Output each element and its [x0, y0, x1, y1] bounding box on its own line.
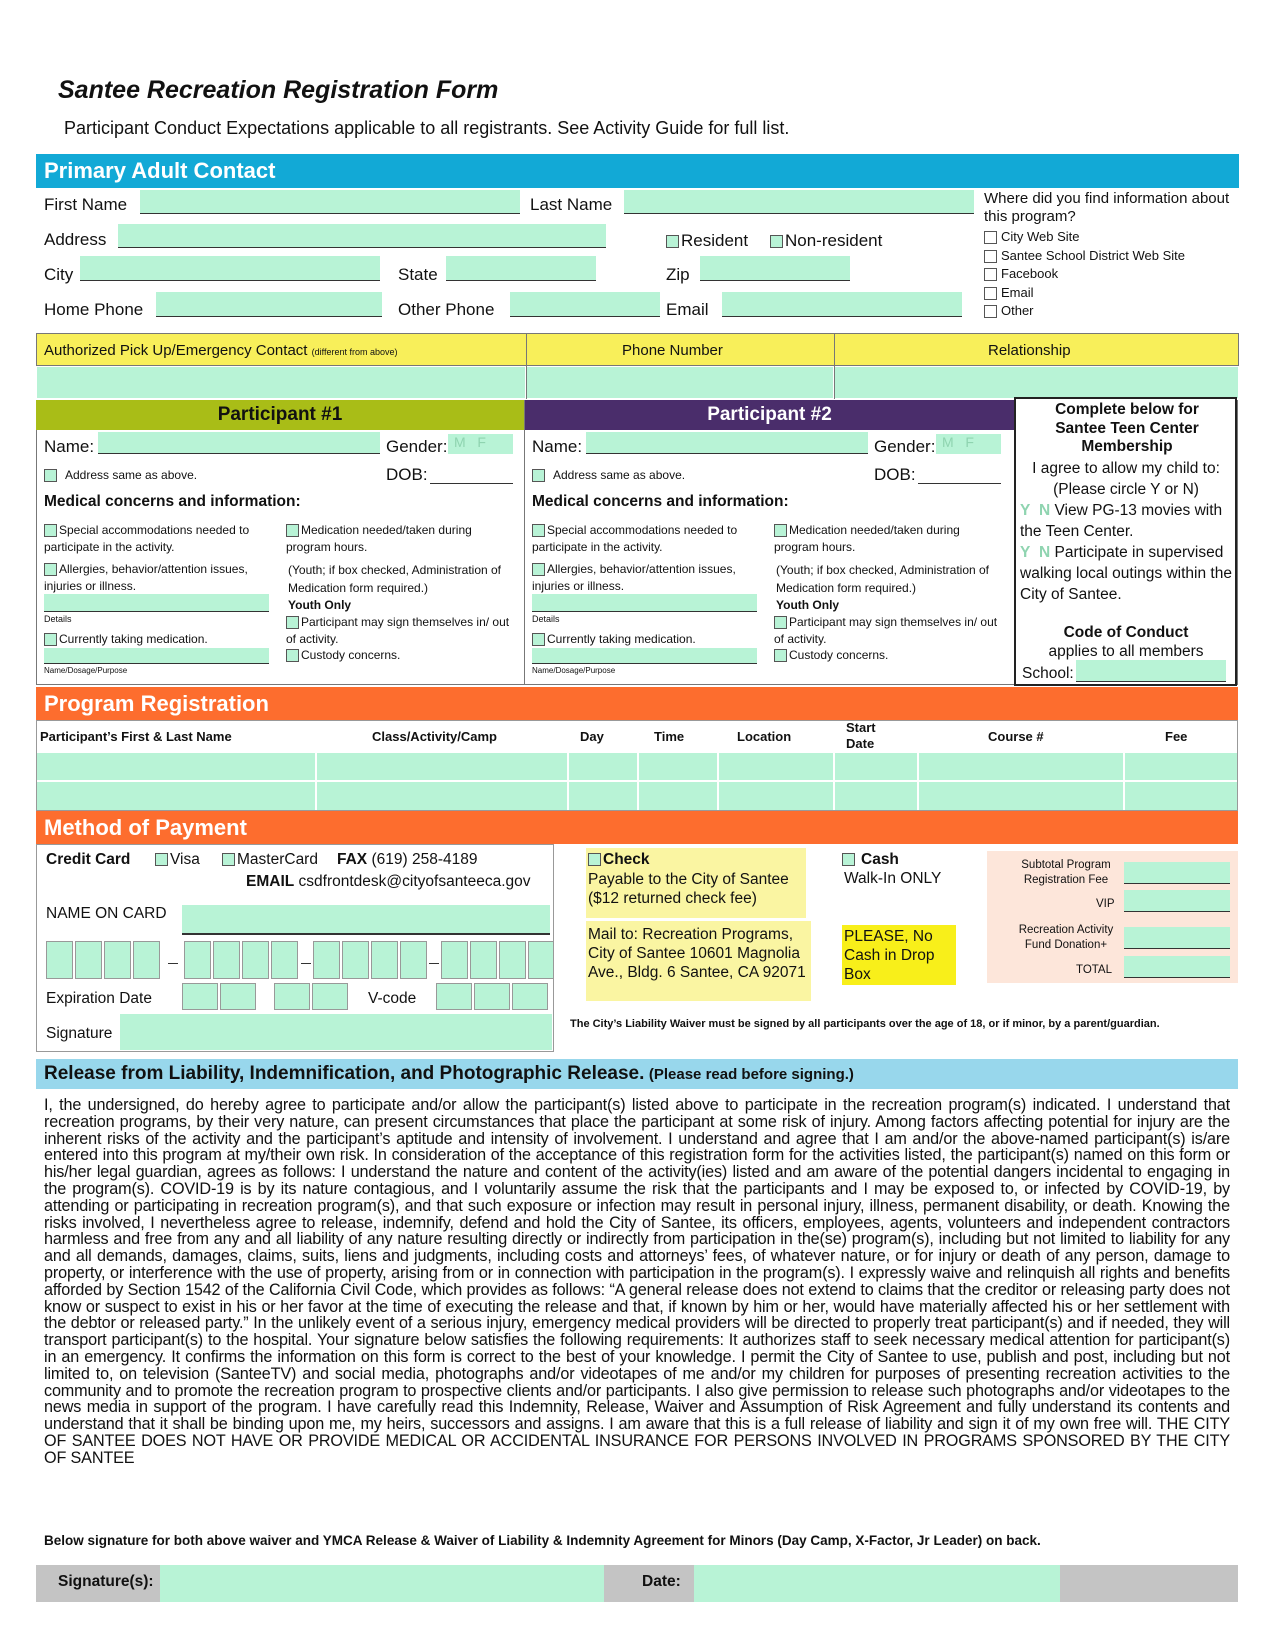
col-fee: Fee	[1165, 729, 1188, 744]
p1-currently-checkbox[interactable]	[44, 633, 57, 646]
release-title: Release from Liability, Indemnification, and Photographic Release.	[44, 1063, 645, 1084]
emergency-contact-field[interactable]	[37, 367, 525, 398]
email-field[interactable]	[722, 292, 962, 317]
p2-sign-out-checkbox[interactable]	[774, 616, 787, 629]
card-digit[interactable]	[528, 941, 554, 979]
exp-digit[interactable]	[220, 983, 256, 1010]
row2-fee[interactable]	[1125, 782, 1237, 810]
p1-allergies[interactable]: Allergies, behavior/attention issues, injuries or illness.	[44, 562, 248, 593]
card-digit[interactable]	[75, 941, 102, 979]
resident-label: Resident	[681, 231, 749, 250]
row1-name[interactable]	[37, 753, 315, 780]
row2-start-date[interactable]	[835, 782, 917, 810]
state-label: State	[398, 265, 438, 284]
signatures-label: Signature(s):	[58, 1573, 154, 1590]
release-title-note: (Please read before signing.)	[648, 1066, 854, 1083]
program-registration-bar: Program Registration	[36, 687, 1238, 720]
last-name-field[interactable]	[624, 190, 974, 214]
first-name-field[interactable]	[140, 190, 520, 214]
row1-fee[interactable]	[1125, 753, 1237, 780]
p1-special-checkbox[interactable]	[44, 524, 57, 537]
credit-card-label: Credit Card	[46, 851, 131, 868]
exp-digit[interactable]	[274, 983, 310, 1010]
card-digit[interactable]	[313, 941, 340, 979]
home-phone-field[interactable]	[156, 292, 382, 317]
p1-details-label: Details	[44, 614, 72, 624]
p1-address-same[interactable]: Address same as above.	[44, 468, 197, 482]
donation-label: Recreation Activity Fund Donation+	[1018, 924, 1114, 951]
address-field[interactable]	[118, 224, 606, 248]
col-participant-name: Participant’s First & Last Name	[40, 729, 232, 744]
col-start-date: Start Date	[846, 720, 876, 751]
row2-class[interactable]	[317, 782, 567, 810]
teen-school-label: School:	[1022, 665, 1074, 682]
card-digit[interactable]	[400, 941, 427, 979]
emergency-contact-label: Authorized Pick Up/Emergency Contact (different from above)	[44, 342, 398, 359]
vcode-digit[interactable]	[474, 983, 510, 1010]
p2-name-field[interactable]	[586, 432, 868, 454]
home-phone-label: Home Phone	[44, 300, 144, 319]
card-digit[interactable]	[46, 941, 73, 979]
program-row	[37, 753, 1237, 780]
city-field[interactable]	[80, 256, 380, 281]
cash-option[interactable]: Cash	[842, 851, 899, 869]
total-field[interactable]	[1124, 956, 1230, 978]
participant1-header: Participant #1	[36, 400, 524, 430]
signatures-field[interactable]	[160, 1565, 604, 1602]
p1-name-field[interactable]	[98, 432, 380, 454]
p2-allergies[interactable]: Allergies, behavior/attention issues, injuries or illness.	[532, 562, 736, 593]
name-on-card-label: NAME ON CARD	[46, 905, 167, 922]
check-payable: Payable to the City of Santee ($12 returned check fee)	[588, 871, 789, 907]
card-digit[interactable]	[371, 941, 398, 979]
p2-custody-checkbox[interactable]	[774, 649, 787, 662]
mastercard-option[interactable]: MasterCard	[222, 851, 318, 869]
info-options	[984, 228, 1185, 321]
info-option-other[interactable]: Other	[984, 302, 1185, 321]
vcode-digit[interactable]	[436, 983, 472, 1010]
card-digit[interactable]	[104, 941, 131, 979]
p1-special-accommodations[interactable]: Special accommodations needed to participate in the activity.	[44, 523, 250, 554]
email-label: Email	[666, 300, 709, 319]
info-question: Where did you find information about this program?	[984, 190, 1230, 225]
payment-bar: Method of Payment	[36, 811, 1238, 844]
p2-gender-label: Gender:	[874, 437, 936, 456]
p2-address-same[interactable]: Address same as above.	[532, 468, 685, 482]
fax-info: FAX (619) 258-4189	[337, 851, 478, 868]
p1-gender-f[interactable]: F	[477, 434, 486, 450]
col-time: Time	[654, 729, 685, 744]
resident-checkbox[interactable]	[666, 235, 679, 248]
emergency-phone-label: Phone Number	[622, 342, 723, 359]
p1-details-field[interactable]	[44, 594, 269, 612]
waiver-note: The City’s Liability Waiver must be signed by all participants over the age of 18, or if minor, by a parent/guardian.	[570, 1018, 1160, 1030]
p2-youth-note: (Youth; if box checked, Administration of Medication form required.)	[776, 563, 990, 595]
mail-to: Mail to: Recreation Programs, City of Santee 10601 Magnolia Ave., Bldg. 6 Santee, CA 92071	[588, 926, 806, 981]
p1-sign-out-checkbox[interactable]	[286, 616, 299, 629]
emergency-relationship-label: Relationship	[988, 342, 1071, 359]
p1-youth-note: (Youth; if box checked, Administration of Medication form required.)	[288, 563, 502, 595]
name-on-card-field[interactable]	[182, 905, 550, 935]
info-option-city-web[interactable]: City Web Site	[984, 228, 1185, 247]
participant2-header: Participant #2	[525, 400, 1014, 430]
teen-outings: Y N Participate in supervised walking local outings within the City of Santee.	[1020, 544, 1232, 603]
card-digit[interactable]	[184, 941, 211, 979]
vip-label: VIP	[1096, 898, 1115, 910]
visa-checkbox[interactable]	[155, 853, 168, 866]
resident-option[interactable]	[666, 231, 748, 251]
card-digit[interactable]	[342, 941, 369, 979]
p2-youth-only: Youth Only	[776, 598, 840, 612]
p2-gender-field[interactable]	[936, 434, 1001, 454]
row2-day[interactable]	[569, 782, 637, 810]
other-phone-field[interactable]	[510, 292, 660, 317]
p2-medical-heading: Medical concerns and information:	[532, 493, 789, 510]
teen-agree: I agree to allow my child to: (Please circle Y or N)	[1032, 460, 1220, 498]
dash-separator	[301, 963, 311, 964]
p2-dob-field[interactable]	[918, 464, 1001, 484]
p1-gender-field[interactable]	[448, 434, 513, 454]
check-checkbox[interactable]	[588, 853, 601, 866]
p2-sign-out[interactable]: Participant may sign themselves in/ out of activity.	[774, 615, 998, 646]
exp-digit[interactable]	[182, 983, 218, 1010]
row1-day[interactable]	[569, 753, 637, 780]
teen-center-heading: Complete below for Santee Teen Center Membership	[1055, 401, 1199, 455]
row1-start-date[interactable]	[835, 753, 917, 780]
p2-special-checkbox[interactable]	[532, 524, 545, 537]
participant-divider	[524, 400, 525, 685]
p2-dob-label: DOB:	[874, 465, 916, 484]
first-name-label: First Name	[44, 195, 128, 214]
card-digit[interactable]	[499, 941, 526, 979]
page-subtitle: Participant Conduct Expectations applicable to all registrants. See Activity Guide for full list.	[64, 118, 790, 138]
p1-address-same-checkbox[interactable]	[44, 469, 57, 482]
other-phone-label: Other Phone	[398, 300, 495, 319]
city-label: City	[44, 265, 74, 284]
p1-dosage-label: Name/Dosage/Purpose	[44, 666, 128, 675]
zip-label: Zip	[666, 265, 690, 284]
p1-gender-m[interactable]: M	[454, 434, 466, 450]
address-label: Address	[44, 230, 107, 249]
date-field[interactable]	[694, 1565, 1060, 1602]
p1-medication-checkbox[interactable]	[286, 524, 299, 537]
card-digit[interactable]	[213, 941, 240, 979]
zip-field[interactable]	[700, 256, 850, 281]
vcode-digit[interactable]	[512, 983, 548, 1010]
row1-location[interactable]	[719, 753, 833, 780]
p2-medication-checkbox[interactable]	[774, 524, 787, 537]
teen-code: Code of Conduct	[1063, 624, 1189, 641]
col-day: Day	[580, 729, 604, 744]
p2-currently-checkbox[interactable]	[532, 633, 545, 646]
card-digit[interactable]	[133, 941, 160, 979]
visa-option[interactable]: Visa	[155, 851, 200, 869]
cash-checkbox[interactable]	[842, 853, 855, 866]
vcode-label: V-code	[368, 990, 417, 1007]
row2-location[interactable]	[719, 782, 833, 810]
p1-dob-field[interactable]	[430, 464, 513, 484]
info-option-email[interactable]: Email	[984, 284, 1185, 303]
expiration-label: Expiration Date	[46, 990, 152, 1007]
p1-youth-only: Youth Only	[288, 598, 352, 612]
subtotal-label: Subtotal Program Registration Fee	[1021, 859, 1111, 886]
p1-name-label: Name:	[44, 437, 95, 456]
dash-separator	[168, 963, 178, 964]
last-name-label: Last Name	[530, 195, 613, 214]
release-body: I, the undersigned, do hereby agree to participate and/or allow the participant(s) listed above to participate in the recreation program(s) indicated. I understand that recreation programs, by their very nature, can present circumstances that place the participant at some risk of injury. Among factors affecting potential for injury are the inherent risks of the activity and the participant’s aptitude and intensity of involvement. I understand and agree that I am and/or the above-named participant(s) is/are entered into this program at my/their own risk. In consideration of the acceptance of this registration form for the activities listed, the participant(s) named on this form or his/her legal guardian, agrees as follows: I understand the nature and content of the activity(ies) listed and am aware of the potential dangers incidental to engaging in the program(s). COVID-19 is by its nature contagious, and I voluntarily assume the risk that the participants and I may be exposed to, or infected by COVID-19, by attending or participating in recreation program(s), and that such exposure or infection may result in personal injury, illness, permanent disability, or death. Knowing the risks involved, I nevertheless agree to release, indemnify, defend and hold the City of Santee, its officers, employees, agents, volunteers and independent contractors harmless and free from any and all liability of any nature resulting directly or indirectly from participation in the(se) program(s), including but not limited to liability for any and all demands, damages, claims, suits, liens and judgments, including costs and attorneys’ fees, of whatever nature, or for injury or death of any person, damage to property, or interference with the use of property, arising from or in connection with participation in the program(s). I expressly waive and relinquish all rights and benefits afforded by Section 1542 of the California Civil Code, which provides as follows: “A general release does not extend to claims that the creditor or releasing party does not know or suspect to exist in his or her favor at the time of executing the release and that, if known by him or her, would have materially affected his or her settlement with the debtor or released party.” In the unlikely event of a serious injury, emergency medical providers will be directed to properly treat participant(s) and if needed, they will transport participant(s) to the hospital. Your signature below satisfies the following requirements: It authorizes staff to seek necessary medical attention for participant(s) in an emergency. It confirms the information on this form is correct to the best of your knowledge. I permit the City of Santee to use, publish and post, including but not limited to, on television (SanteeTV) and social media, photographs and/or videotapes of me and/or my children for purposes of presenting recreation activities to the community and to promote the recreation program to prospective clients and/or participants. I also give permission to release such photographs and/or videotapes to the news media in support of the program. I have carefully read this Indemnity, Release, Waiver and Assumption of Risk Agreement and fully understand its contents and understand that it shall be binding upon me, my heirs, successors and assigns. I am aware that this is a full release of liability and sign it of my own free will. THE CITY OF SANTEE DOES NOT HAVE OR PROVIDE MEDICAL OR ACCIDENTAL INSURANCE FOR PERSONS INVOLVED IN PROGRAMS SPONSORED BY THE CITY OF SANTEE	[44, 1096, 1230, 1467]
row2-name[interactable]	[37, 782, 315, 810]
p1-sign-out[interactable]: Participant may sign themselves in/ out of activity.	[286, 615, 510, 646]
info-option-school-web[interactable]: Santee School District Web Site	[984, 247, 1185, 266]
dash-separator	[429, 963, 439, 964]
p2-medication-needed[interactable]: Medication needed/taken during program hours.	[774, 523, 960, 554]
state-field[interactable]	[446, 256, 596, 281]
card-digit[interactable]	[441, 941, 468, 979]
checkbox-icon[interactable]	[984, 268, 997, 281]
p1-dosage-field[interactable]	[44, 648, 269, 664]
checkbox-icon[interactable]	[984, 287, 997, 300]
p1-currently-taking[interactable]: Currently taking medication.	[44, 632, 208, 646]
checkbox-icon[interactable]	[984, 305, 997, 318]
teen-outings-y[interactable]: Y	[1020, 544, 1031, 561]
p1-dob-label: DOB:	[386, 465, 428, 484]
program-row	[37, 782, 1237, 810]
teen-pg13: Y N View PG-13 movies with the Teen Center.	[1020, 502, 1223, 540]
col-course: Course #	[988, 729, 1044, 744]
p2-address-same-checkbox[interactable]	[532, 469, 545, 482]
mastercard-checkbox[interactable]	[222, 853, 235, 866]
row2-time[interactable]	[639, 782, 717, 810]
p1-custody-checkbox[interactable]	[286, 649, 299, 662]
p2-dosage-field[interactable]	[532, 648, 757, 664]
non-resident-option[interactable]	[770, 231, 882, 251]
checkbox-icon[interactable]	[984, 250, 997, 263]
row1-class[interactable]	[317, 753, 567, 780]
card-number-field[interactable]	[46, 941, 554, 979]
checkbox-icon[interactable]	[984, 231, 997, 244]
p2-details-field[interactable]	[532, 594, 757, 612]
p1-medical-heading: Medical concerns and information:	[44, 493, 301, 510]
row1-time[interactable]	[639, 753, 717, 780]
p2-gender-m[interactable]: M	[942, 434, 954, 450]
date-label: Date:	[642, 1573, 681, 1590]
emergency-relationship-field[interactable]	[835, 367, 1238, 398]
row1-course[interactable]	[919, 753, 1123, 780]
teen-pg13-n[interactable]: N	[1038, 502, 1051, 519]
expiration-field[interactable]	[182, 983, 342, 1011]
card-signature-field[interactable]	[120, 1014, 552, 1050]
vcode-field[interactable]	[436, 983, 554, 1011]
card-digit[interactable]	[271, 941, 298, 979]
primary-contact-bar: Primary Adult Contact	[36, 154, 1239, 188]
p1-gender-label: Gender:	[386, 437, 448, 456]
teen-outings-n[interactable]: N	[1038, 544, 1051, 561]
p1-allergies-checkbox[interactable]	[44, 563, 57, 576]
check-option[interactable]: Check	[588, 851, 650, 869]
p1-custody[interactable]: Custody concerns.	[286, 648, 400, 662]
teen-pg13-y[interactable]: Y	[1020, 502, 1031, 519]
total-label: TOTAL	[1076, 964, 1112, 976]
p2-name-label: Name:	[532, 437, 583, 456]
p2-special-accommodations[interactable]: Special accommodations needed to participate in the activity.	[532, 523, 738, 554]
release-bar	[36, 1059, 1238, 1089]
non-resident-checkbox[interactable]	[770, 235, 783, 248]
p2-gender-f[interactable]: F	[965, 434, 974, 450]
teen-applies: applies to all members	[1048, 643, 1204, 660]
teen-school-field[interactable]	[1076, 660, 1226, 682]
card-signature-label: Signature	[46, 1025, 113, 1042]
info-option-facebook[interactable]: Facebook	[984, 265, 1185, 284]
card-digit[interactable]	[470, 941, 497, 979]
below-signature-note: Below signature for both above waiver and YMCA Release & Waiver of Liability & Indemnity Agreement for Minors (Day Camp, X-Factor, Jr Leader) on back.	[44, 1533, 1041, 1548]
emergency-phone-field[interactable]	[527, 367, 833, 398]
vip-field[interactable]	[1124, 890, 1230, 912]
col-class: Class/Activity/Camp	[372, 729, 497, 744]
p2-currently-taking[interactable]: Currently taking medication.	[532, 632, 696, 646]
card-digit[interactable]	[242, 941, 269, 979]
non-resident-label: Non-resident	[785, 231, 883, 250]
p1-medication-needed[interactable]: Medication needed/taken during program hours.	[286, 523, 472, 554]
col-location: Location	[737, 729, 792, 744]
p2-details-label: Details	[532, 614, 560, 624]
subtotal-field[interactable]	[1124, 862, 1230, 884]
page-title: Santee Recreation Registration Form	[58, 76, 499, 104]
p2-dosage-label: Name/Dosage/Purpose	[532, 666, 616, 675]
no-cash-box: PLEASE, No Cash in Drop Box	[842, 925, 956, 985]
p2-custody[interactable]: Custody concerns.	[774, 648, 888, 662]
donation-field[interactable]	[1124, 927, 1230, 949]
email-info: EMAIL csdfrontdesk@cityofsanteeca.gov	[246, 873, 531, 890]
row2-course[interactable]	[919, 782, 1123, 810]
p2-allergies-checkbox[interactable]	[532, 563, 545, 576]
walk-in-only: Walk-In ONLY	[844, 870, 942, 887]
exp-digit[interactable]	[312, 983, 348, 1010]
